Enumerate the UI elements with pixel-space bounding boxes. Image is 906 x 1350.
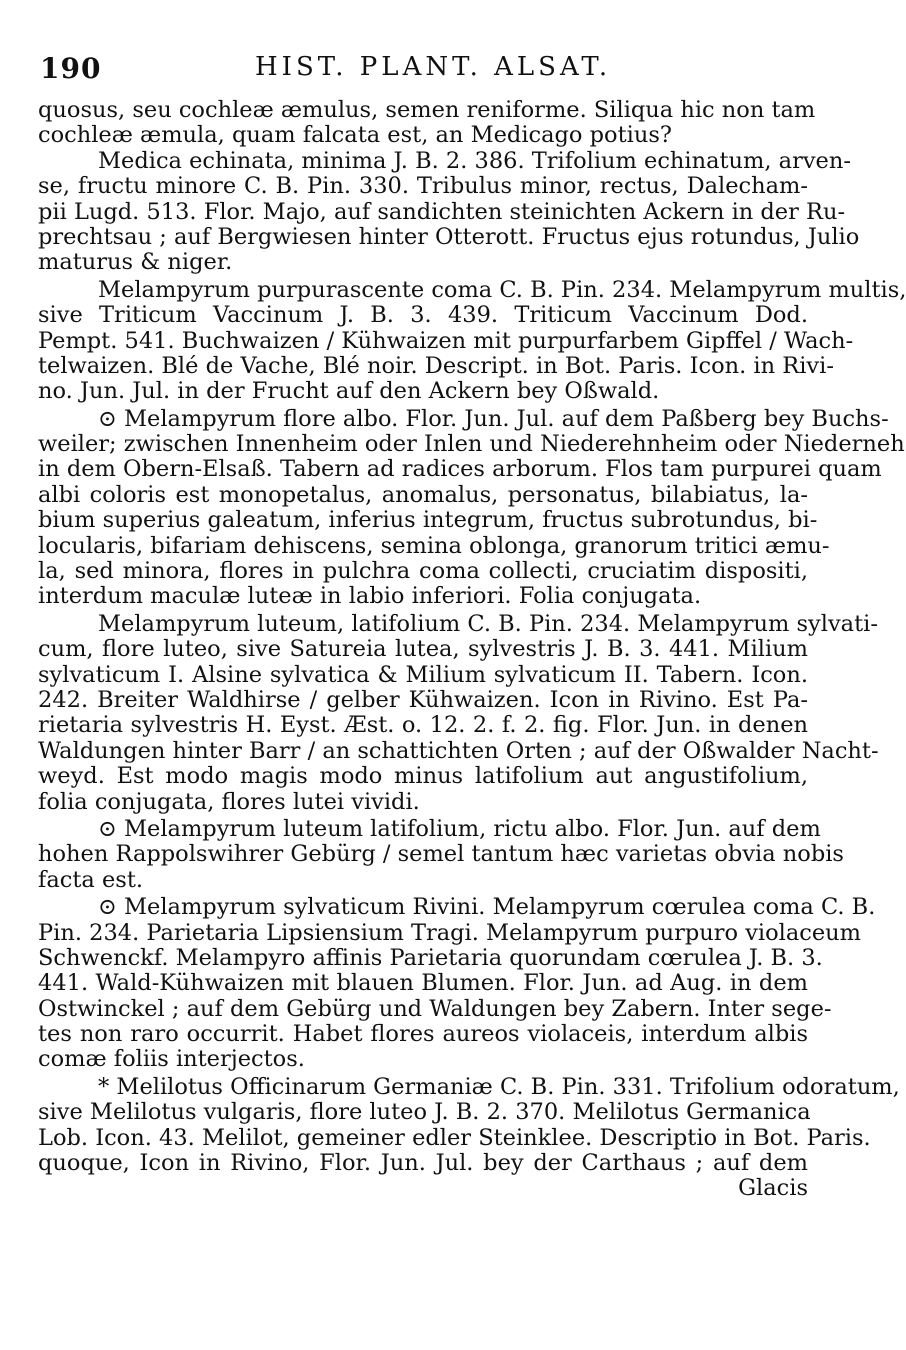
text-line: hohen Rappolswihrer Gebürg / semel tantum hæc varietas obvia nobis [38, 841, 844, 868]
text-line: Pin. 234. Parietaria Lipsiensium Tragi. Melampyrum purpuro violaceum [38, 919, 862, 946]
text-line: weiler; zwischen Innenheim oder Inlen und Niederehnheim oder Niederneh [38, 431, 905, 458]
running-head: HIST. PLANT. ALSAT. [255, 52, 612, 82]
text-line: maturus & niger. [38, 249, 233, 276]
text-line: ⊙ Melampyrum flore albo. Flor. Jun. Jul. auf dem Paßberg bey Buchs- [98, 405, 889, 432]
text-line: rietaria sylvestris H. Eyst. Æst. o. 12. 2. f. 2. fig. Flor. Jun. in denen [38, 712, 808, 739]
page-number: 190 [40, 52, 102, 85]
text-line: sive Melilotus vulgaris, flore luteo J. B. 2. 370. Melilotus Germanica [38, 1099, 811, 1126]
text-line: ⊙ Melampyrum sylvaticum Rivini. Melampyrum cœrulea coma C. B. [98, 894, 876, 921]
catchword: Glacis [738, 1175, 808, 1202]
text-line: cum, flore luteo, sive Satureia lutea, sylvestris J. B. 3. 441. Milium [38, 636, 808, 663]
text-line: Melampyrum purpurascente coma C. B. Pin. 234. Melampyrum multis, [98, 276, 906, 303]
text-line: quosus, seu cochleæ æmulus, semen reniforme. Siliqua hic non tam [38, 97, 816, 123]
text-line: * Melilotus Officinarum Germaniæ C. B. Pin. 331. Trifolium odoratum, [98, 1073, 900, 1100]
text-line: comæ foliis interjectos. [38, 1046, 305, 1073]
text-line: Medica echinata, minima J. B. 2. 386. Trifolium echinatum, arven- [98, 147, 851, 174]
text-line: ⊙ Melampyrum luteum latifolium, rictu albo. Flor. Jun. auf dem [98, 815, 821, 842]
text-line: Pempt. 541. Buchwaizen / Kühwaizen mit purpurfarbem Gipffel / Wach- [38, 327, 854, 354]
text-body [38, 97, 906, 1202]
text-line: facta est. [38, 866, 144, 893]
text-line: locularis, bifariam dehiscens, semina oblonga, granorum tritici æmu- [38, 532, 830, 559]
text-line: albi coloris est monopetalus, anomalus, personatus, bilabiatus, la- [38, 481, 808, 508]
text-line: pii Lugd. 513. Flor. Majo, auf sandichten steinichten Ackern in der Ru- [38, 198, 846, 225]
text-line: 242. Breiter Waldhirse / gelber Kühwaizen. Icon in Rivino. Est Pa- [38, 686, 808, 713]
page-header [40, 52, 810, 88]
text-line: weyd. Est modo magis modo minus latifolium aut angustifolium, [38, 763, 808, 790]
text-line: folia conjugata, flores lutei vividi. [38, 788, 420, 815]
text-line: la, sed minora, flores in pulchra coma collecti, cruciatim dispositi, [38, 558, 808, 585]
text-line: Schwenckf. Melampyro affinis Parietaria quorundam cœrulea J. B. 3. [38, 944, 823, 971]
text-line: 441. Wald-Kühwaizen mit blauen Blumen. Flor. Jun. ad Aug. in dem [38, 970, 808, 997]
text-line: sive Triticum Vaccinum J. B. 3. 439. Triticum Vaccinum Dod. [38, 302, 808, 329]
text-line: quoque, Icon in Rivino, Flor. Jun. Jul. bey der Carthaus ; auf dem [38, 1150, 808, 1177]
text-line: Ostwinckel ; auf dem Gebürg und Waldungen bey Zabern. Inter sege- [38, 995, 832, 1022]
text-line: tes non raro occurrit. Habet flores aureos violaceis, interdum albis [38, 1021, 808, 1048]
text-line: prechtsau ; auf Bergwiesen hinter Otterott. Fructus ejus rotundus, Julio [38, 223, 860, 250]
text-line: bium superius galeatum, inferius integrum, fructus subrotundus, bi- [38, 507, 818, 534]
text-line: cochleæ æmula, quam falcata est, an Medicago potius? [38, 122, 672, 149]
text-line: Melampyrum luteum, latifolium C. B. Pin. 234. Melampyrum sylvati- [98, 610, 878, 637]
text-line: telwaizen. Blé de Vache, Blé noir. Descript. in Bot. Paris. Icon. in Rivi- [38, 352, 834, 379]
text-line: se, fructu minore C. B. Pin. 330. Tribulus minor, rectus, Dalecham- [38, 173, 808, 200]
text-line: sylvaticum I. Alsine sylvatica & Milium sylvaticum II. Tabern. Icon. [38, 661, 808, 688]
text-line: interdum maculæ luteæ in labio inferiori. Folia conjugata. [38, 583, 702, 610]
text-line: in dem Obern-Elsaß. Tabern ad radices arborum. Flos tam purpurei quam [38, 456, 882, 483]
text-line: no. Jun. Jul. in der Frucht auf den Ackern bey Oßwald. [38, 378, 660, 405]
text-line: Lob. Icon. 43. Melilot, gemeiner edler Steinklee. Descriptio in Bot. Paris. [38, 1124, 871, 1151]
text-line: Waldungen hinter Barr / an schattichten Orten ; auf der Oßwalder Nacht- [38, 737, 879, 764]
